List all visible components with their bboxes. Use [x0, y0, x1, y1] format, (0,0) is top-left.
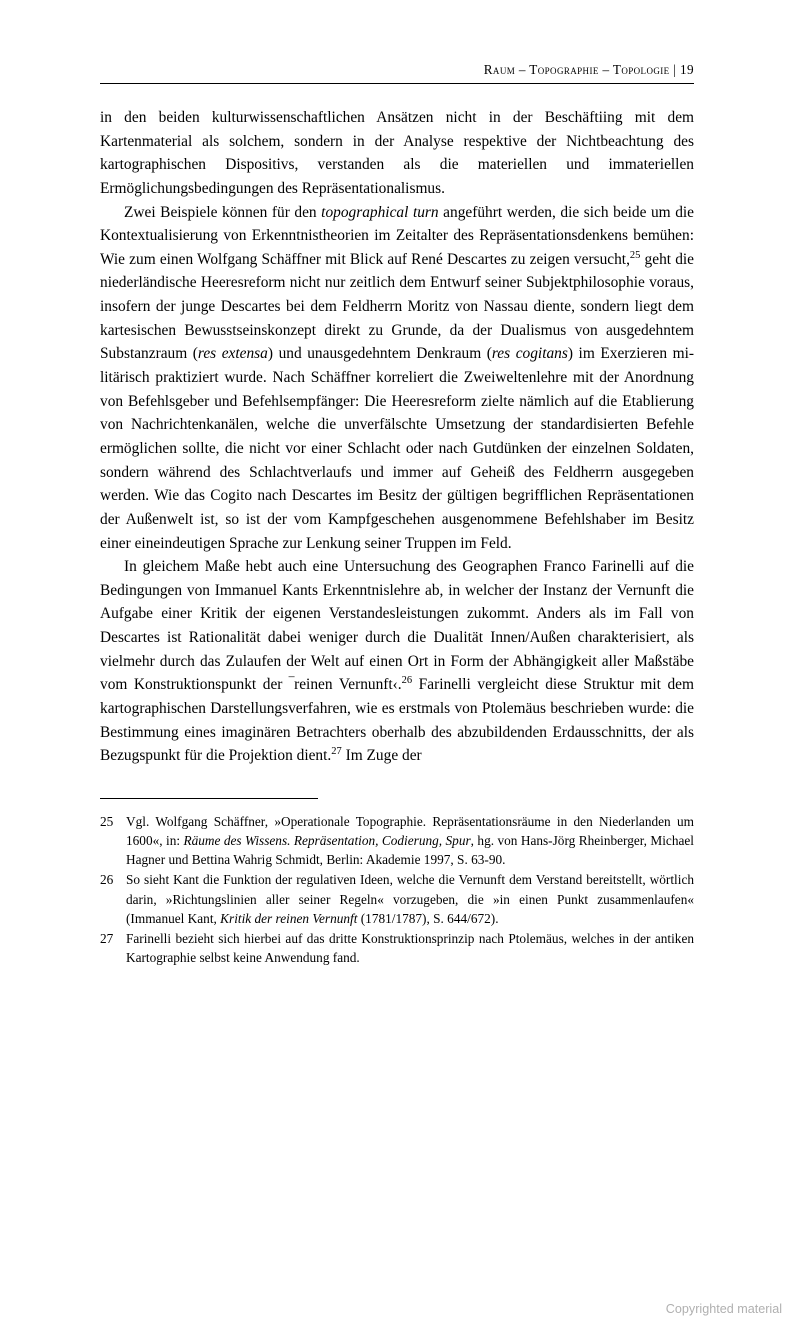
footnote-number: 26 — [100, 872, 114, 888]
footnote-item — [100, 929, 694, 967]
paragraph-3-segment-c: Im Zuge der — [341, 747, 422, 765]
copyright-watermark: Copyrighted material — [665, 1302, 782, 1316]
paragraph-2-emphasis-2: res extensa — [197, 345, 268, 363]
page-content — [100, 62, 694, 968]
running-head-title: Raum – Topographie – Topologie — [483, 62, 670, 77]
paragraph-2-emphasis-3: res cogitans — [491, 345, 568, 363]
footnote-marker-27: 27 — [331, 746, 342, 758]
footnote-number: 27 — [100, 930, 114, 946]
footnote-emphasis-1: Kritik der reinen Vernunft — [220, 910, 358, 926]
paragraph-1-text: in den beiden kulturwissenschaftlichen Ansätzen nicht in der Beschäftiing mit dem Kartenmaterial als solchem, sondern in der Analyse respektive der Nichtbeachtung des kartographischen Dispositivs, verstanden als die materiellen und immateriellen Ermöglichungsbedingungen des Repräsentationalismus. — [100, 109, 694, 197]
paragraph-2-segment-a: Zwei Beispiele können für den — [124, 203, 322, 221]
paragraph-2-segment-d: ) und unausgedehntem Denkraum ( — [267, 345, 492, 363]
footnote-separator-rule — [100, 798, 318, 799]
footnote-emphasis-1: Räume des Wissens. Repräsentation, Codierung, Spur — [183, 833, 471, 849]
running-head — [100, 62, 694, 84]
body-text — [100, 106, 694, 768]
footnote-marker-26: 26 — [401, 675, 413, 687]
page-number: 19 — [680, 62, 694, 77]
footnote-text — [126, 812, 694, 869]
paragraph-1 — [100, 106, 694, 201]
paragraph-2-segment-c: geht die niederländische Heeresreform nicht nur zeitlich dem Entwurf seiner Subjektphilosophie voraus, insofern der junge Descartes bei dem Feldherrn Moritz von Nassau diente, sondern liegt dem kartesischen Bewusstseinskonzept direkt zu Grunde, da der Dualismus von ausgedehntem Substanzraum ( — [100, 250, 695, 363]
footnote-text-segment-a: Vgl. Wolfgang Schäffner, »Operationale Topographie. Repräsentationsräume in den Niederlanden um 1600«, in: — [126, 813, 694, 849]
paragraph-2-emphasis-1: topographical turn — [321, 203, 439, 221]
footnote-text-segment-b: , hg. von Hans-Jörg Rheinberger, Michael Hagner und Bettina Wahrig Schmidt, Berlin: Akademie 1997, S. 63-90. — [126, 833, 694, 868]
footnote-marker-25: 25 — [629, 249, 641, 261]
footnote-text-segment-a: So sieht Kant die Funktion der regulativen Ideen, welche die Vernunft dem Verstand bereitstellt, wörtlich darin, »Richtungslinien aller seiner Regeln« vorzugeben, die »in einen Punkt zusammenlaufen« (Immanuel Kant, — [126, 872, 694, 926]
paragraph-2-segment-b: angeführt werden, die sich beide um die Kontextualisierung von Erkenntnistheorien im Zeitalter des Repräsentationsdenkens bemühen: Wie zum einen Wolfgang Schäffner mit Blick auf René Descartes zu zeigen versucht, — [100, 203, 695, 268]
footnote-number: 25 — [100, 813, 114, 829]
paragraph-3 — [100, 555, 694, 768]
paragraph-2 — [100, 201, 694, 556]
paragraph-3-segment-b: Farinelli vergleicht diese Struktur mit dem kartographischen Darstellungsverfahren, wie es erstmals von Ptolemäus beschrieben wurde: die Bestimmung eines imaginären Betrachters oberhalb des abzubildenden Erdausschnitts, der als Bezugspunkt für die Projektion dient. — [100, 676, 694, 765]
footnote-text — [126, 929, 694, 967]
footnote-item — [100, 870, 694, 927]
footnote-list — [100, 812, 694, 967]
footnote-text-segment-a: Farinelli bezieht sich hierbei auf das dritte Konstruktionsprinzip nach Ptolemäus, welches in der antiken Kartographie selbst keine Anwendung fand. — [126, 930, 694, 965]
footnote-item — [100, 812, 694, 869]
footnote-text — [126, 870, 694, 927]
footnote-text-segment-b: (1781/1787), S. 644/672). — [357, 910, 499, 926]
paragraph-3-segment-a: In gleichem Maße hebt auch eine Untersuchung des Geographen Franco Farinelli auf die Bedingungen von Immanuel Kants Erkenntnislehre ab, in welcher der Instanz der Vernunft die Aufgabe einer Kritik der eigenen Verstandesleistungen zukommt. Anders als im Fall von Descartes ist Rationalität dabei weniger durch die Dualität Innen/Außen charakterisiert, als vielmehr durch das Zulaufen der Welt auf einen Ort in Form der Abhängigkeit aller Maßstäbe vom Konstruktionspunkt der ‾reinen Vernunft‹. — [100, 558, 694, 694]
paragraph-2-segment-e: ) im Exerzieren militärisch praktiziert wurde. Nach Schäffner korreliert die Zweiweltenlehre mit der Anordnung von Befehlsgeber und Befehlsempfänger: Die Heeresreform zielte nämlich auf die Etablierung von Nachrichtenkanälen, welche die unverfälschte Umsetzung der standardisierten Befehle ermöglichen sollte, die nicht vor einer Schlacht oder nach Gutdünken der einzelnen Soldaten, sondern während des Schlachtverlaufs und immer auf Geheiß des Feldherrn ausgegeben werden. Wie das Cogito nach Descartes im Besitz der gültigen begrifflichen Repräsentationen der Außenwelt ist, so ist der vom Kampfgeschehen ausgenommene Befehlshaber im Besitz einer eineindeutigen Sprache zur Lenkung seiner Truppen im Feld. — [100, 345, 694, 552]
running-head-separator: | — [673, 62, 677, 77]
